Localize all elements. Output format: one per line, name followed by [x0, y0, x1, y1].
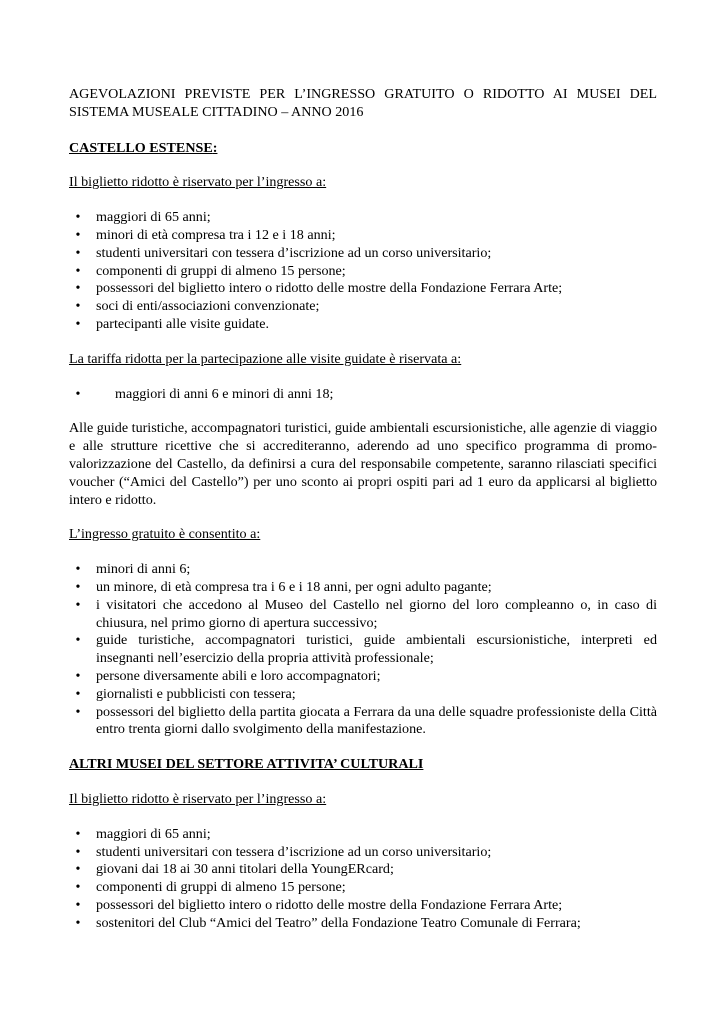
list-item-text: studenti universitari con tessera d’iscrizione ad un corso universitario; — [96, 244, 492, 261]
bullet-icon: • — [75, 298, 81, 315]
altri-musei-reduced-intro: Il biglietto ridotto è riservato per l’ingresso a: — [69, 790, 327, 807]
bullet-icon: • — [75, 315, 81, 332]
list-item — [69, 561, 657, 579]
bullet-icon: • — [75, 578, 81, 595]
list-item — [69, 686, 657, 704]
bullet-icon: • — [75, 262, 81, 279]
altri-musei-reduced-list — [69, 826, 657, 933]
list-item-text: sostenitori del Club “Amici del Teatro” della Fondazione Teatro Comunale di Ferrara; — [96, 914, 581, 931]
castello-reduced-list — [69, 209, 657, 334]
list-item — [69, 897, 657, 915]
castello-reduced-intro: Il biglietto ridotto è riservato per l’ingresso a: — [69, 174, 327, 191]
list-item-text: maggiori di anni 6 e minori di anni 18; — [115, 385, 334, 402]
list-item-text: componenti di gruppi di almeno 15 persone; — [96, 879, 346, 896]
section-heading-castello-text: CASTELLO ESTENSE — [69, 139, 213, 156]
list-item — [69, 263, 657, 281]
list-item-text: persone diversamente abili e loro accompagnatori; — [96, 667, 381, 684]
list-item — [69, 915, 657, 933]
list-item-text: partecipanti alle visite guidate. — [96, 315, 269, 332]
list-item — [69, 227, 657, 245]
list-item — [69, 826, 657, 844]
bullet-icon: • — [75, 861, 81, 878]
castello-free-intro: L’ingresso gratuito è consentito a: — [69, 526, 261, 543]
bullet-icon: • — [75, 825, 81, 842]
list-item — [69, 245, 657, 263]
list-item-text: minori di anni 6; — [96, 561, 191, 578]
list-item — [69, 386, 657, 404]
bullet-icon: • — [75, 879, 81, 896]
document-title: AGEVOLAZIONI PREVISTE PER L’INGRESSO GRATUITO O RIDOTTO AI MUSEI DEL SISTEMA MUSEALE CITTADINO – ANNO 2016 — [69, 86, 657, 120]
list-item-text: soci di enti/associazioni convenzionate; — [96, 298, 320, 315]
list-item-text: studenti universitari con tessera d’iscrizione ad un corso universitario; — [96, 843, 492, 860]
list-item — [69, 844, 657, 862]
list-item — [69, 597, 657, 633]
list-item-text: giornalisti e pubblicisti con tessera; — [96, 685, 296, 702]
list-item — [69, 704, 657, 740]
list-item-text: possessori del biglietto della partita giocata a Ferrara da una delle squadre professioniste della Città entro trenta giorni dallo svolgimento della manifestazione. — [96, 703, 657, 738]
bullet-icon: • — [75, 244, 81, 261]
list-item-text: i visitatori che accedono al Museo del Castello nel giorno del loro compleanno o, in caso di chiusura, nel primo giorno di apertura successivo; — [96, 596, 657, 631]
list-item — [69, 668, 657, 686]
list-item — [69, 316, 657, 334]
castello-guided-intro: La tariffa ridotta per la partecipazione alle visite guidate è riservata a: — [69, 350, 462, 367]
list-item-text: maggiori di 65 anni; — [96, 209, 211, 226]
list-item-text: giovani dai 18 ai 30 anni titolari della YoungERcard; — [96, 861, 394, 878]
bullet-icon: • — [75, 667, 81, 684]
castello-voucher-paragraph: Alle guide turistiche, accompagnatori turistici, guide ambientali escursionistiche, alle agenzie di viaggio e alle strutture ricettive che si accrediteranno, aderendo ad uno specifico programma di promo-valorizzazione del Castello, da definirsi a cura del responsabile competente, saranno rilasciati specifici voucher (“Amici del Castello”) per uno sconto ai propri ospiti pari ad 1 euro da applicarsi al biglietto intero e ridotto. — [69, 420, 657, 508]
list-item — [69, 298, 657, 316]
section-heading-altri-musei: ALTRI MUSEI DEL SETTORE ATTIVITA’ CULTURALI — [69, 756, 424, 773]
section-heading-castello — [69, 140, 657, 158]
bullet-icon: • — [75, 685, 81, 702]
list-item — [69, 632, 657, 668]
list-item — [69, 861, 657, 879]
list-item-text: possessori del biglietto intero o ridotto delle mostre della Fondazione Ferrara Arte; — [96, 280, 563, 297]
bullet-icon: • — [75, 280, 81, 297]
bullet-icon: • — [75, 914, 81, 931]
bullet-icon: • — [75, 632, 81, 649]
bullet-icon: • — [75, 561, 81, 578]
list-item-text: maggiori di 65 anni; — [96, 825, 211, 842]
bullet-icon: • — [75, 596, 81, 613]
section-heading-castello-colon: : — [212, 139, 218, 156]
bullet-icon: • — [75, 385, 81, 402]
list-item-text: guide turistiche, accompagnatori turistici, guide ambientali escursionistiche, interpreti ed insegnanti nell’esercizio della propria attività professionale; — [96, 632, 657, 667]
bullet-icon: • — [75, 896, 81, 913]
castello-guided-list — [69, 386, 657, 404]
list-item-text: possessori del biglietto intero o ridotto delle mostre della Fondazione Ferrara Arte; — [96, 896, 563, 913]
bullet-icon: • — [75, 226, 81, 243]
list-item — [69, 280, 657, 298]
list-item — [69, 209, 657, 227]
list-item-text: minori di età compresa tra i 12 e i 18 anni; — [96, 226, 336, 243]
list-item-text: componenti di gruppi di almeno 15 persone; — [96, 262, 346, 279]
list-item — [69, 579, 657, 597]
castello-free-list — [69, 561, 657, 739]
bullet-icon: • — [75, 209, 81, 226]
bullet-icon: • — [75, 843, 81, 860]
list-item-text: un minore, di età compresa tra i 6 e i 18 anni, per ogni adulto pagante; — [96, 578, 492, 595]
bullet-icon: • — [75, 703, 81, 720]
list-item — [69, 879, 657, 897]
